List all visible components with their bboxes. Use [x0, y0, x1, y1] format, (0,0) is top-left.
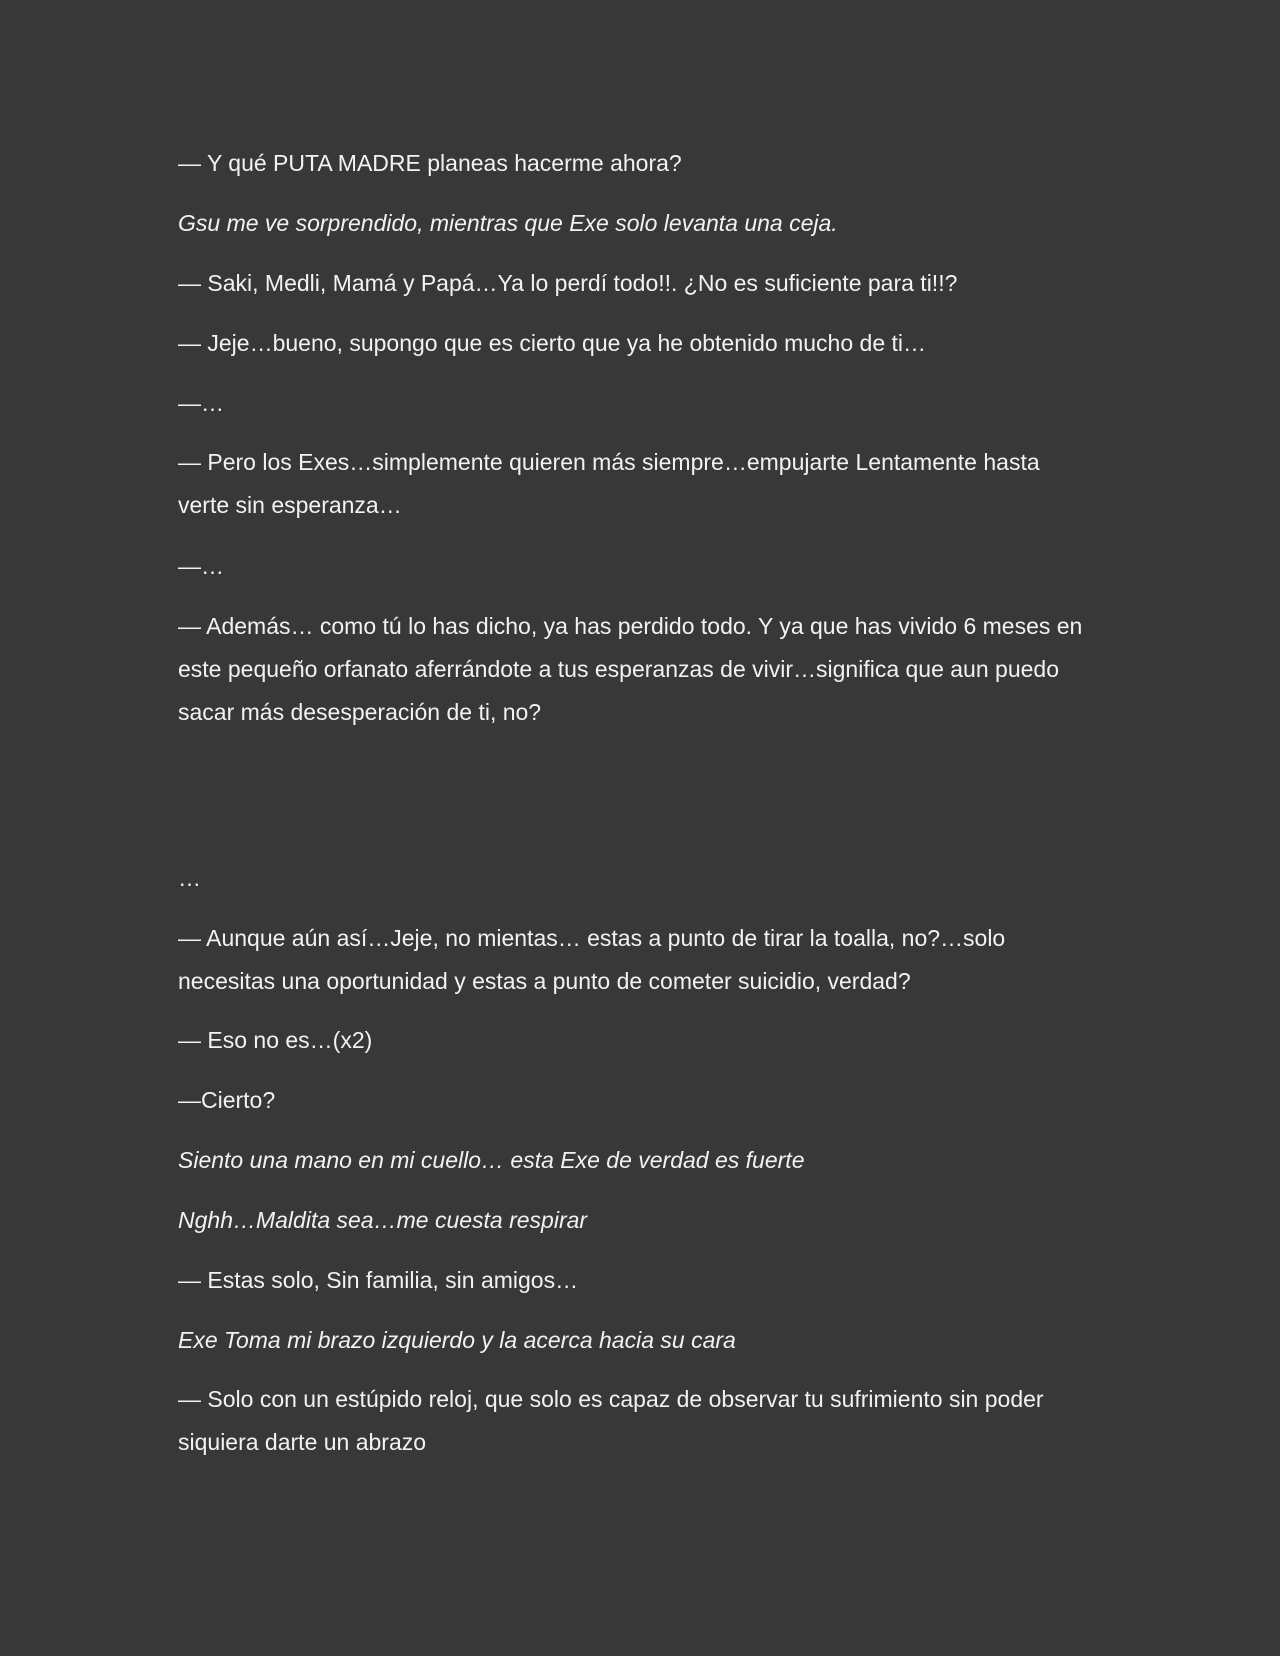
paragraph-5: —…: [178, 390, 224, 416]
paragraph-1: — Y qué PUTA MADRE planeas hacerme ahora?: [178, 150, 682, 176]
paragraph-13: Siento una mano en mi cuello… esta Exe de verdad es fuerte: [178, 1147, 805, 1173]
paragraph-4: — Jeje…bueno, supongo que es cierto que ya he obtenido mucho de ti…: [178, 330, 926, 356]
paragraph-12: —Cierto?: [178, 1087, 276, 1113]
paragraph-2: Gsu me ve sorprendido, mientras que Exe solo levanta una ceja.: [178, 210, 838, 236]
paragraph-8: — Además… como tú lo has dicho, ya has perdido todo. Y ya que has vivido 6 meses en este pequeño orfanato aferrándote a tus esperanzas de vivir…significa que aun puedo sacar más desesperación de ti, no?: [178, 613, 1083, 725]
paragraph-10: — Aunque aún así…Jeje, no mientas… estas a punto de tirar la toalla, no?…solo necesitas una oportunidad y estas a punto de cometer suicidio, verdad?: [178, 925, 1006, 994]
paragraph-3: — Saki, Medli, Mamá y Papá…Ya lo perdí todo!!. ¿No es suficiente para ti!!?: [178, 270, 958, 296]
paragraph-16: Exe Toma mi brazo izquierdo y la acerca hacia su cara: [178, 1327, 736, 1353]
paragraph-14: Nghh…Maldita sea…me cuesta respirar: [178, 1207, 588, 1233]
paragraph-6: — Pero los Exes…simplemente quieren más siempre…empujarte Lentamente hasta verte sin esperanza…: [178, 449, 1040, 518]
paragraph-11: — Eso no es…(x2): [178, 1027, 373, 1053]
paragraph-17: — Solo con un estúpido reloj, que solo es capaz de observar tu sufrimiento sin poder siquiera darte un abrazo: [178, 1386, 1044, 1455]
paragraph-15: — Estas solo, Sin familia, sin amigos…: [178, 1267, 579, 1293]
paragraph-9: …: [178, 865, 201, 891]
paragraph-7: —…: [178, 553, 224, 579]
